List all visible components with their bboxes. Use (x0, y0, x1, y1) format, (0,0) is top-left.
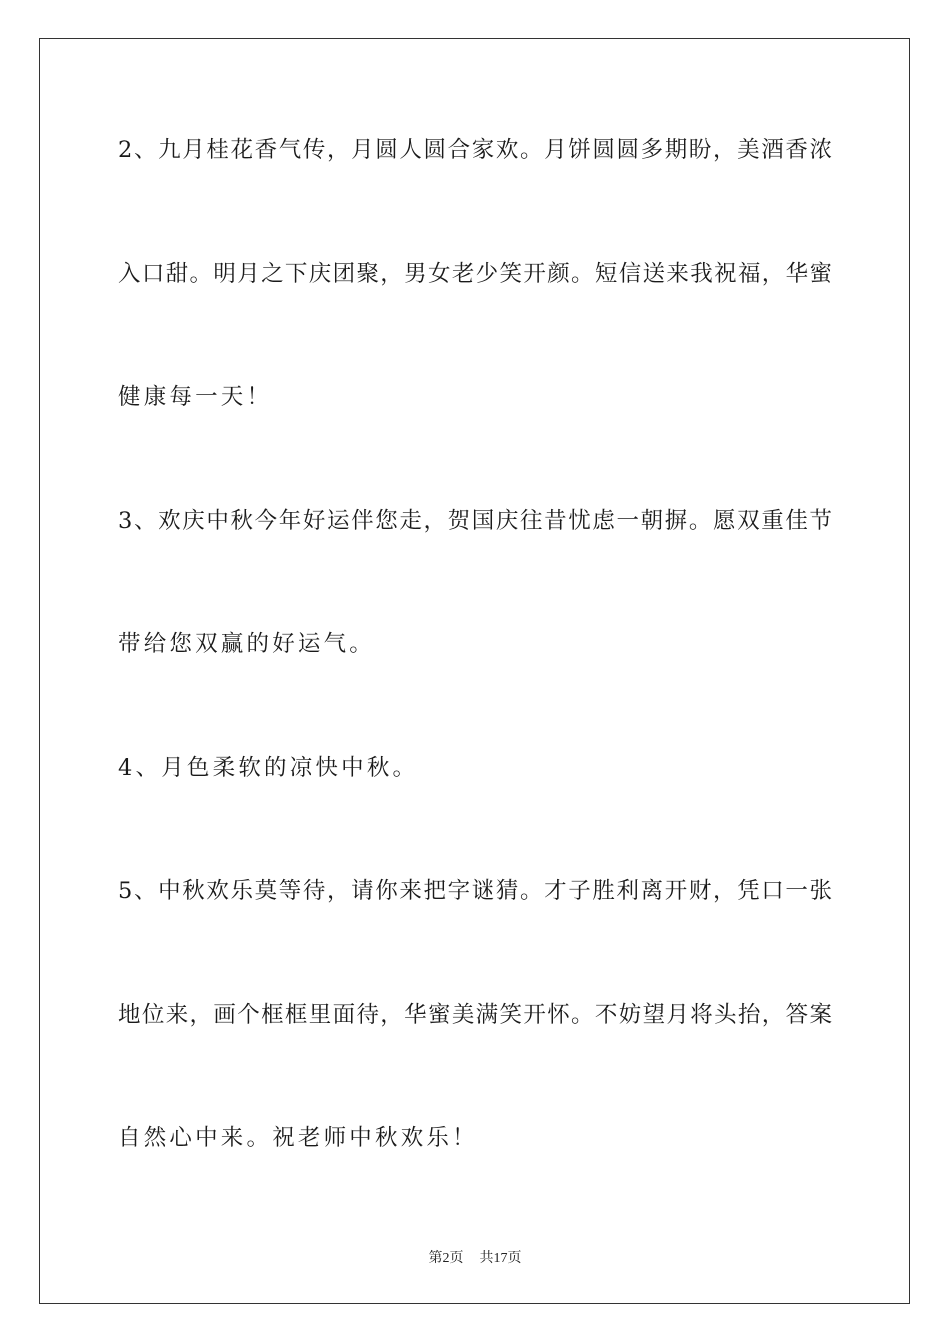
text-line: 入口甜。明月之下庆团聚，男女老少笑开颜。短信送来我祝福，华蜜 (118, 260, 832, 287)
text-line: 3、欢庆中秋今年好运伴您走，贺国庆往昔忧虑一朝摒。愿双重佳节 (118, 507, 832, 534)
total-pages: 共17页 (479, 1251, 522, 1266)
text-line: 5、中秋欢乐莫等待，请你来把字谜猜。才子胜利离开财，凭口一张 (118, 878, 832, 904)
page-footer (0, 1247, 950, 1267)
text-line: 地位来，画个框框里面待，华蜜美满笑开怀。不妨望月将头抬，答案 (118, 1001, 832, 1028)
text-line: 2、九月桂花香气传，月圆人圆合家欢。月饼圆圆多期盼，美酒香浓 (118, 137, 832, 163)
text-line: 4、月色柔软的凉快中秋。 (118, 754, 419, 781)
document-body (118, 128, 832, 1240)
text-line: 带给您双赢的好运气。 (118, 631, 376, 657)
text-line: 健康每一天！ (118, 384, 273, 410)
page-number: 第2页 (428, 1251, 464, 1266)
text-line: 自然心中来。祝老师中秋欢乐！ (118, 1125, 478, 1151)
